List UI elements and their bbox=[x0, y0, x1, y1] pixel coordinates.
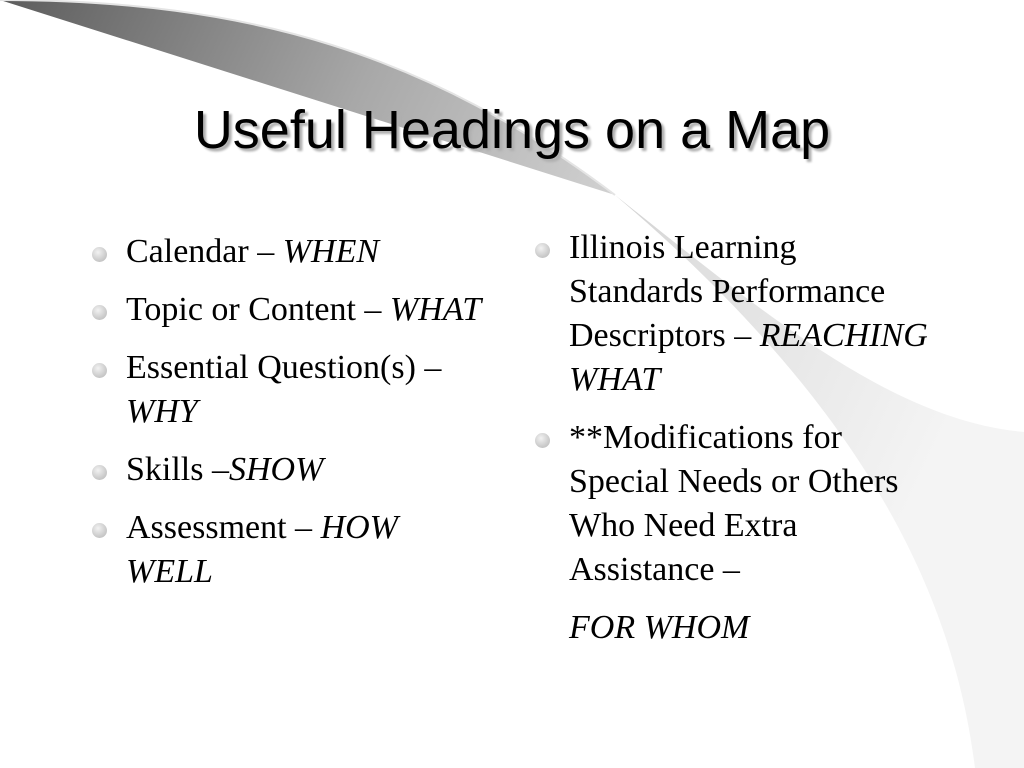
list-item bbox=[90, 230, 490, 274]
bullet-icon bbox=[92, 305, 107, 320]
list-item bbox=[533, 416, 933, 592]
bullet-icon bbox=[535, 433, 550, 448]
bullet-text: Illinois Learning Standards Performance Descriptors – bbox=[569, 229, 886, 354]
bullet-text: Topic or Content – bbox=[126, 291, 390, 328]
bullet-text: **Modifications for Special Needs or Others Who Need Extra Assistance – bbox=[569, 419, 899, 588]
bullet-emphasis: WHY bbox=[126, 393, 198, 430]
right-bullet-list bbox=[533, 226, 933, 650]
list-item bbox=[90, 506, 490, 594]
bullet-text: Essential Question(s) – bbox=[126, 349, 442, 386]
bullet-continuation: FOR WHOM bbox=[569, 609, 750, 646]
bullet-emphasis: SHOW bbox=[228, 451, 324, 488]
bullet-icon bbox=[92, 363, 107, 378]
list-item bbox=[533, 226, 933, 402]
bullet-text: Assessment – bbox=[126, 509, 321, 546]
bullet-icon bbox=[92, 247, 107, 262]
bullet-emphasis: WHAT bbox=[389, 291, 482, 328]
list-item bbox=[90, 448, 490, 492]
bullet-icon bbox=[535, 243, 550, 258]
bullet-emphasis: HOW WELL bbox=[126, 509, 398, 590]
bullet-emphasis: WHEN bbox=[282, 233, 380, 270]
bullet-icon bbox=[92, 465, 107, 480]
list-item bbox=[90, 288, 490, 332]
bullet-icon bbox=[92, 523, 107, 538]
bullet-emphasis: REACHING WHAT bbox=[569, 317, 928, 398]
bullet-text: Skills – bbox=[126, 451, 229, 488]
left-bullet-list bbox=[90, 230, 490, 608]
list-item bbox=[90, 346, 490, 434]
slide-title: Useful Headings on a Map bbox=[193, 100, 831, 160]
bullet-text: Calendar – bbox=[126, 233, 283, 270]
